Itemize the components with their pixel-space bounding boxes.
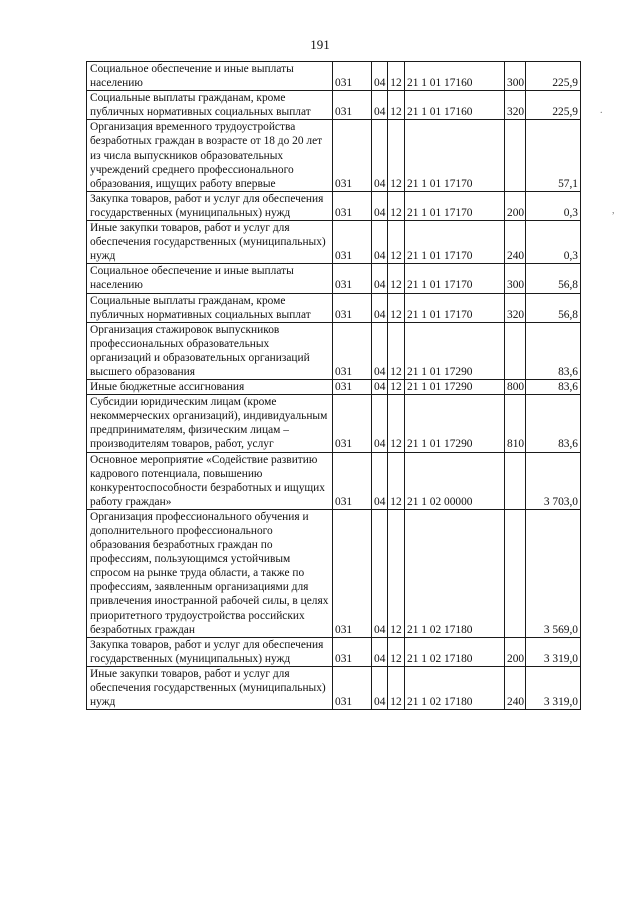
row-expense-type: 200 (505, 637, 526, 666)
table-row (87, 380, 581, 395)
row-admin-code: 031 (333, 62, 372, 91)
table-row (87, 221, 581, 264)
row-amount: 0,3 (526, 221, 581, 264)
row-subsection-code: 12 (388, 322, 405, 379)
row-admin-code: 031 (333, 637, 372, 666)
row-target-code: 21 1 01 17170 (405, 221, 505, 264)
row-expense-type: 800 (505, 380, 526, 395)
row-name: Субсидии юридическим лицам (кроме некоммерческих организаций), индивидуальным предпринимателям, физическим лицам – производителям товаров, работ, услуг (87, 395, 333, 452)
row-subsection-code: 12 (388, 395, 405, 452)
row-target-code: 21 1 01 17290 (405, 380, 505, 395)
table-row (87, 293, 581, 322)
row-target-code: 21 1 01 17290 (405, 395, 505, 452)
row-subsection-code: 12 (388, 293, 405, 322)
row-section-code: 04 (372, 62, 388, 91)
row-name: Иные закупки товаров, работ и услуг для обеспечения государственных (муниципальных) нужд (87, 221, 333, 264)
row-expense-type: 200 (505, 191, 526, 220)
table-row (87, 62, 581, 91)
row-target-code: 21 1 01 17290 (405, 322, 505, 379)
row-amount: 56,8 (526, 264, 581, 293)
row-admin-code: 031 (333, 91, 372, 120)
row-target-code: 21 1 01 17160 (405, 62, 505, 91)
row-section-code: 04 (372, 293, 388, 322)
row-section-code: 04 (372, 637, 388, 666)
row-expense-type: 300 (505, 62, 526, 91)
row-subsection-code: 12 (388, 509, 405, 637)
row-target-code: 21 1 02 17180 (405, 637, 505, 666)
budget-table (86, 61, 581, 710)
row-expense-type: 300 (505, 264, 526, 293)
row-subsection-code: 12 (388, 62, 405, 91)
row-section-code: 04 (372, 452, 388, 509)
row-admin-code: 031 (333, 221, 372, 264)
row-admin-code: 031 (333, 452, 372, 509)
row-expense-type (505, 452, 526, 509)
row-subsection-code: 12 (388, 191, 405, 220)
row-target-code: 21 1 02 17180 (405, 509, 505, 637)
row-admin-code: 031 (333, 191, 372, 220)
row-target-code: 21 1 01 17170 (405, 120, 505, 191)
table-row (87, 395, 581, 452)
table-row (87, 120, 581, 191)
table-row (87, 452, 581, 509)
row-name: Основное мероприятие «Содействие развитию кадрового потенциала, повышению конкурентоспособности безработных и ищущих работу граждан» (87, 452, 333, 509)
row-amount: 83,6 (526, 395, 581, 452)
row-admin-code: 031 (333, 322, 372, 379)
row-section-code: 04 (372, 666, 388, 709)
row-name: Закупка товаров, работ и услуг для обеспечения государственных (муниципальных) нужд (87, 191, 333, 220)
row-name: Организация временного трудоустройства безработных граждан в возрасте от 18 до 20 лет из числа выпускников образовательных учреждений среднего профессионального образования, ищущих работу впервые (87, 120, 333, 191)
row-target-code: 21 1 01 17160 (405, 91, 505, 120)
row-name: Социальное обеспечение и иные выплаты населению (87, 264, 333, 293)
row-admin-code: 031 (333, 264, 372, 293)
row-expense-type (505, 120, 526, 191)
row-expense-type (505, 509, 526, 637)
table-row (87, 666, 581, 709)
row-expense-type: 320 (505, 293, 526, 322)
row-name: Социальные выплаты гражданам, кроме публичных нормативных социальных выплат (87, 91, 333, 120)
row-expense-type: 240 (505, 221, 526, 264)
row-expense-type: 810 (505, 395, 526, 452)
row-subsection-code: 12 (388, 452, 405, 509)
row-admin-code: 031 (333, 380, 372, 395)
row-subsection-code: 12 (388, 120, 405, 191)
row-amount: 57,1 (526, 120, 581, 191)
row-subsection-code: 12 (388, 380, 405, 395)
row-subsection-code: 12 (388, 637, 405, 666)
row-name: Организация стажировок выпускников профессиональных образовательных организаций и образовательных организаций высшего образования (87, 322, 333, 379)
row-section-code: 04 (372, 380, 388, 395)
table-row (87, 322, 581, 379)
row-admin-code: 031 (333, 666, 372, 709)
table-row (87, 637, 581, 666)
row-section-code: 04 (372, 322, 388, 379)
row-amount: 3 319,0 (526, 666, 581, 709)
row-amount: 83,6 (526, 322, 581, 379)
row-admin-code: 031 (333, 120, 372, 191)
row-expense-type: 320 (505, 91, 526, 120)
row-subsection-code: 12 (388, 221, 405, 264)
row-expense-type: 240 (505, 666, 526, 709)
page-number: 191 (310, 37, 330, 52)
row-target-code: 21 1 02 17180 (405, 666, 505, 709)
row-amount: 56,8 (526, 293, 581, 322)
row-subsection-code: 12 (388, 666, 405, 709)
row-amount: 3 569,0 (526, 509, 581, 637)
row-admin-code: 031 (333, 509, 372, 637)
table-row (87, 91, 581, 120)
row-amount: 225,9 (526, 91, 581, 120)
row-section-code: 04 (372, 395, 388, 452)
row-subsection-code: 12 (388, 91, 405, 120)
row-expense-type (505, 322, 526, 379)
table-row (87, 191, 581, 220)
row-name: Социальные выплаты гражданам, кроме публичных нормативных социальных выплат (87, 293, 333, 322)
row-name: Социальное обеспечение и иные выплаты населению (87, 62, 333, 91)
row-name: Закупка товаров, работ и услуг для обеспечения государственных (муниципальных) нужд (87, 637, 333, 666)
row-target-code: 21 1 01 17170 (405, 264, 505, 293)
scan-mark: , (612, 205, 615, 216)
table-row (87, 264, 581, 293)
row-section-code: 04 (372, 91, 388, 120)
row-name: Иные бюджетные ассигнования (87, 380, 333, 395)
table-row (87, 509, 581, 637)
row-name: Иные закупки товаров, работ и услуг для обеспечения государственных (муниципальных) нужд (87, 666, 333, 709)
row-subsection-code: 12 (388, 264, 405, 293)
row-name: Организация профессионального обучения и дополнительного профессионального образования безработных граждан по профессиям, пользующимся устойчивым спросом на рынке труда области, а также по профессиям, заявленным организациями для привлечения иностранной рабочей силы, в целях приоритетного трудоустройства российских безработных граждан (87, 509, 333, 637)
scan-mark: . (600, 105, 603, 116)
row-section-code: 04 (372, 120, 388, 191)
row-amount: 3 319,0 (526, 637, 581, 666)
row-target-code: 21 1 01 17170 (405, 293, 505, 322)
row-target-code: 21 1 01 17170 (405, 191, 505, 220)
row-admin-code: 031 (333, 293, 372, 322)
row-amount: 83,6 (526, 380, 581, 395)
row-admin-code: 031 (333, 395, 372, 452)
row-section-code: 04 (372, 191, 388, 220)
row-amount: 0,3 (526, 191, 581, 220)
row-section-code: 04 (372, 264, 388, 293)
row-amount: 3 703,0 (526, 452, 581, 509)
row-section-code: 04 (372, 509, 388, 637)
row-amount: 225,9 (526, 62, 581, 91)
row-target-code: 21 1 02 00000 (405, 452, 505, 509)
row-section-code: 04 (372, 221, 388, 264)
